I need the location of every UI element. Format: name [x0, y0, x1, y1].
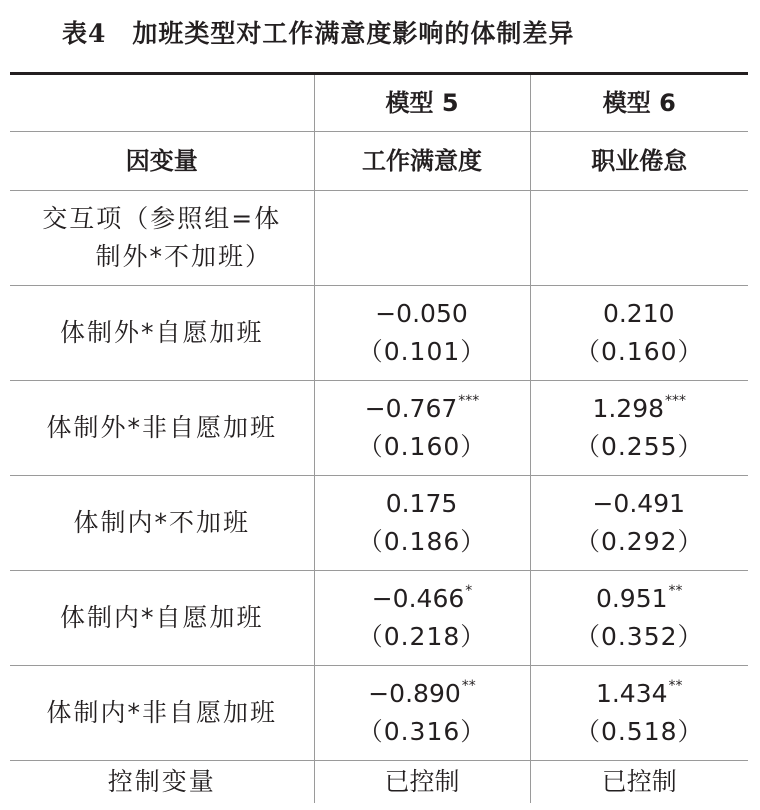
standard-error: （0.518）	[574, 717, 704, 746]
header-cell-model5: 模型 5	[314, 74, 530, 132]
table-row	[10, 381, 748, 476]
coef-cell-model6	[530, 571, 748, 666]
dependent-variable-label: 因变量	[10, 132, 314, 191]
standard-error: （0.316）	[357, 717, 487, 746]
coefficient: 0.210	[602, 299, 675, 328]
coefficient: 0.175	[385, 489, 458, 518]
table-title	[62, 14, 574, 50]
significance-stars: *	[465, 583, 473, 599]
coef-cell-model6	[530, 476, 748, 571]
standard-error: （0.218）	[357, 622, 487, 651]
header-row-dependent	[10, 132, 748, 191]
coef-cell-model6	[530, 666, 748, 761]
control-variables-model5: 已控制	[314, 761, 530, 804]
table-row	[10, 571, 748, 666]
table-row	[10, 476, 748, 571]
row-label: 体制外*非自愿加班	[10, 381, 314, 476]
dependent-variable-model5: 工作满意度	[314, 132, 530, 191]
coef-cell-model6	[530, 381, 748, 476]
table-row	[10, 666, 748, 761]
coefficient: −0.767***	[364, 393, 480, 423]
table-caption: 加班类型对工作满意度影响的体制差异	[132, 19, 575, 48]
standard-error: （0.292）	[574, 527, 704, 556]
table-number: 表4	[62, 19, 107, 48]
significance-stars: **	[668, 678, 683, 694]
reference-row	[10, 191, 748, 286]
coefficient: 1.298***	[592, 393, 687, 423]
header-cell-model6: 模型 6	[530, 74, 748, 132]
table-row	[10, 286, 748, 381]
coef-cell-model5	[314, 476, 530, 571]
row-label: 体制内*非自愿加班	[10, 666, 314, 761]
significance-stars: ***	[665, 393, 687, 409]
coefficient: −0.466*	[371, 583, 473, 613]
reference-label-line1: 交互项（参照组=体	[42, 204, 282, 233]
regression-table	[10, 72, 748, 803]
reference-empty-model6	[530, 191, 748, 286]
control-variables-label: 控制变量	[107, 767, 216, 796]
standard-error: （0.160）	[357, 432, 487, 461]
significance-stars: **	[461, 678, 476, 694]
coef-cell-model5	[314, 571, 530, 666]
significance-stars: ***	[458, 393, 480, 409]
row-label: 体制内*不加班	[10, 476, 314, 571]
standard-error: （0.101）	[357, 337, 487, 366]
coef-cell-model5	[314, 381, 530, 476]
row-label: 体制外*自愿加班	[10, 286, 314, 381]
coef-cell-model6	[530, 286, 748, 381]
coefficient: −0.491	[592, 489, 686, 518]
coefficient: 1.434**	[595, 678, 683, 708]
control-variables-model6: 已控制	[530, 761, 748, 804]
control-variables-row	[10, 761, 748, 804]
standard-error: （0.160）	[574, 337, 704, 366]
standard-error: （0.255）	[574, 432, 704, 461]
coefficient: −0.050	[375, 299, 468, 328]
header-cell-empty	[10, 74, 314, 132]
coef-cell-model5	[314, 666, 530, 761]
reference-label	[10, 191, 314, 286]
coefficient: 0.951**	[595, 583, 683, 613]
dependent-variable-model6: 职业倦怠	[530, 132, 748, 191]
header-row-models	[10, 74, 748, 132]
row-label: 体制内*自愿加班	[10, 571, 314, 666]
coefficient: −0.890**	[368, 678, 476, 708]
reference-empty-model5	[314, 191, 530, 286]
coef-cell-model5	[314, 286, 530, 381]
standard-error: （0.352）	[574, 622, 704, 651]
standard-error: （0.186）	[357, 527, 487, 556]
reference-label-line2: 制外*不加班）	[95, 242, 272, 271]
significance-stars: **	[668, 583, 683, 599]
